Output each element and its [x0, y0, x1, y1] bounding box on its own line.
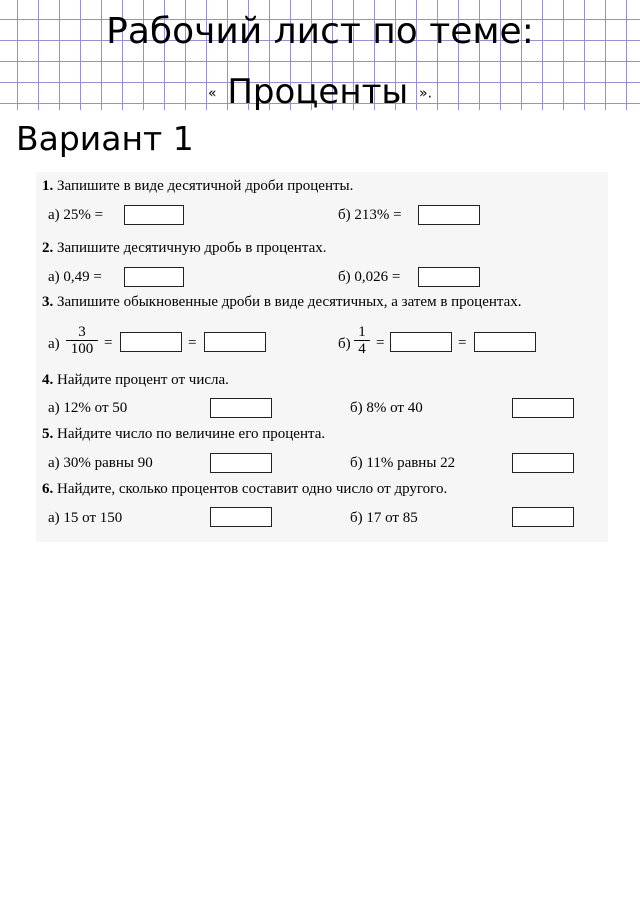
task-2b-label: б) 0,026 = [338, 269, 401, 285]
task-6a-answer-box[interactable] [210, 507, 272, 527]
task-6b-answer-box[interactable] [512, 507, 574, 527]
topic-name: Проценты [227, 72, 409, 112]
task-1a-answer-box[interactable] [124, 205, 184, 225]
task-number: 5. [42, 426, 54, 442]
task-2b-answer-box[interactable] [418, 267, 480, 287]
task-number: 3. [42, 294, 54, 310]
task-text: Запишите в виде десятичной дроби проценты. [57, 178, 354, 194]
task-4b-label: б) 8% от 40 [350, 400, 423, 416]
task-number: 2. [42, 240, 54, 256]
task-2a-label: а) 0,49 = [48, 269, 102, 285]
task-3b-label: б) [338, 336, 351, 352]
fraction-denominator: 4 [358, 341, 366, 357]
task-text: Запишите десятичную дробь в процентах. [57, 240, 327, 256]
equals-sign: = [188, 335, 197, 351]
task-2-heading [42, 240, 326, 257]
task-3a-decimal-box[interactable] [120, 332, 182, 352]
equals-sign: = [458, 335, 467, 351]
task-6a-label: а) 15 от 150 [48, 510, 123, 526]
task-1b-label: б) 213% = [338, 207, 402, 223]
task-1-heading [42, 178, 353, 195]
page-title: Рабочий лист по теме: [106, 11, 534, 52]
task-2a-answer-box[interactable] [124, 267, 184, 287]
page-subtitle [0, 72, 640, 114]
task-3-heading [42, 294, 522, 311]
task-5b-answer-box[interactable] [512, 453, 574, 473]
task-3a-label: а) [48, 336, 60, 352]
task-6b-label: б) 17 от 85 [350, 510, 418, 526]
equals-sign: = [376, 335, 385, 351]
task-4a-label: а) 12% от 50 [48, 400, 128, 416]
fraction-numerator: 1 [354, 324, 370, 341]
task-text: Найдите число по величине его процента. [57, 426, 326, 442]
task-text: Запишите обыкновенные дроби в виде десятичных, а затем в процентах. [57, 294, 522, 310]
fraction-denominator: 100 [70, 341, 94, 357]
task-1b-answer-box[interactable] [418, 205, 480, 225]
worksheet [36, 172, 608, 542]
task-number: 6. [42, 481, 54, 497]
task-5a-answer-box[interactable] [210, 453, 272, 473]
equals-sign: = [104, 335, 113, 351]
task-3a-percent-box[interactable] [204, 332, 266, 352]
task-4b-answer-box[interactable] [512, 398, 574, 418]
variant-label: Вариант 1 [16, 119, 194, 158]
task-5-heading [42, 426, 325, 443]
task-number: 1. [42, 178, 54, 194]
task-text: Найдите процент от числа. [57, 372, 229, 388]
fraction-numerator: 3 [66, 324, 98, 341]
task-text: Найдите, сколько процентов составит одно число от другого. [57, 481, 448, 497]
task-number: 4. [42, 372, 54, 388]
open-quote: « [207, 85, 217, 102]
task-3a-fraction [66, 324, 98, 357]
close-quote: ». [419, 85, 433, 102]
task-3b-fraction [354, 324, 370, 357]
task-6-heading [42, 481, 447, 498]
task-3b-percent-box[interactable] [474, 332, 536, 352]
task-1a-label: а) 25% = [48, 207, 104, 223]
task-4a-answer-box[interactable] [210, 398, 272, 418]
task-5a-label: а) 30% равны 90 [48, 455, 153, 471]
task-4-heading [42, 372, 229, 389]
task-3b-decimal-box[interactable] [390, 332, 452, 352]
task-5b-label: б) 11% равны 22 [350, 455, 456, 471]
